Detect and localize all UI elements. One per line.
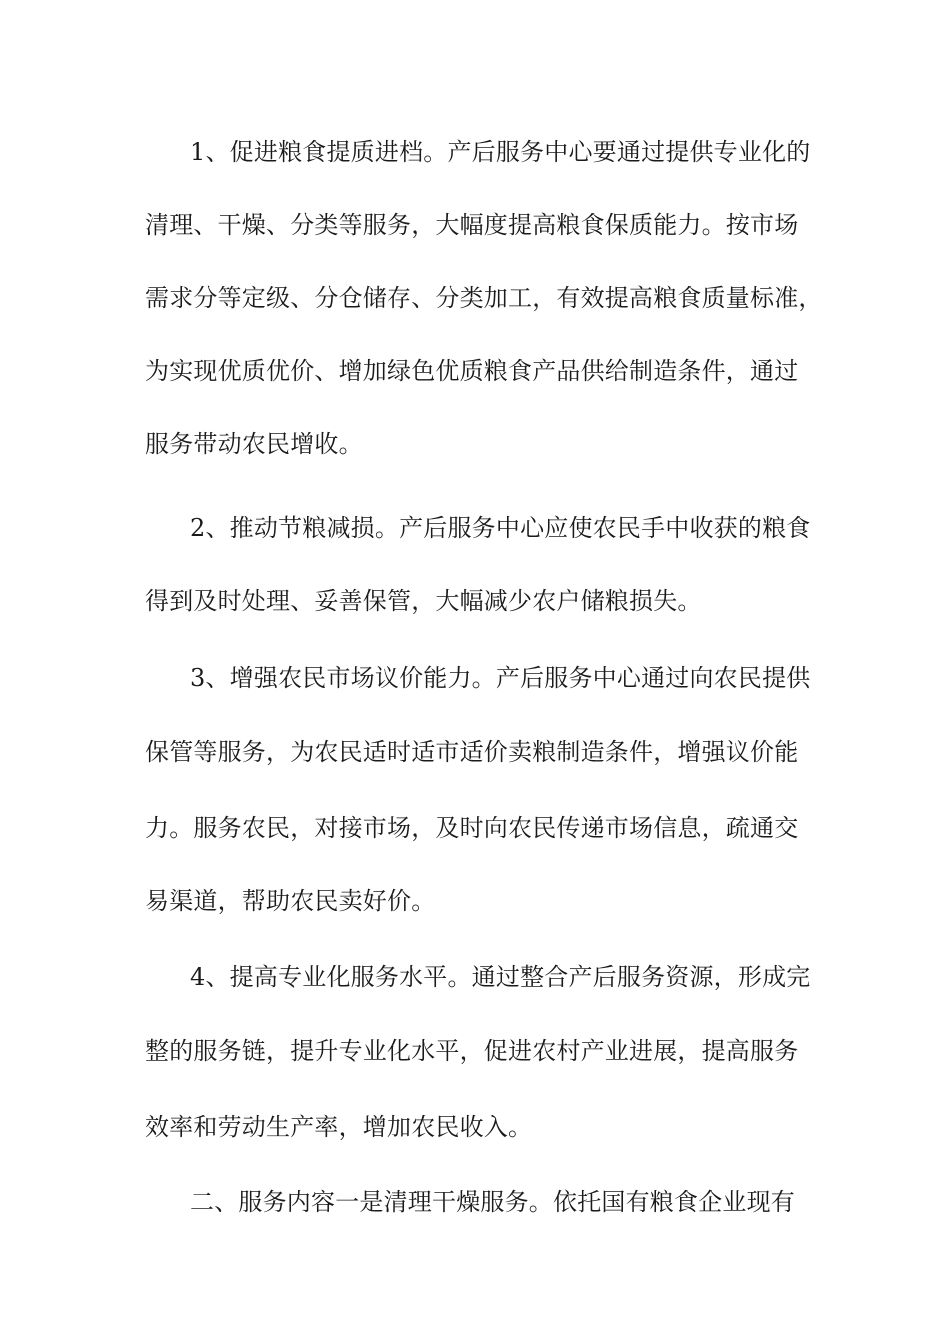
paragraph-3-line-3: 力。服务农民，对接市场，及时向农民传递市场信息，疏通交	[145, 814, 799, 842]
paragraph-4-line-1: 4、提高专业化服务水平。通过整合产后服务资源，形成完	[190, 963, 811, 991]
paragraph-1-line-5: 服务带动农民增收。	[145, 430, 363, 458]
paragraph-3-line-1: 3、增强农民市场议价能力。产后服务中心通过向农民提供	[190, 664, 811, 692]
paragraph-4-line-2: 整的服务链，提升专业化水平，促进农村产业进展，提高服务	[145, 1037, 799, 1065]
paragraph-5-line-1: 二、服务内容一是清理干燥服务。依托国有粮食企业现有	[190, 1188, 795, 1216]
paragraph-1-line-4: 为实现优质优价、增加绿色优质粮食产品供给制造条件，通过	[145, 357, 799, 385]
paragraph-3-line-2: 保管等服务，为农民适时适市适价卖粮制造条件，增强议价能	[145, 738, 799, 766]
paragraph-1-line-1: 1、促进粮食提质进档。产后服务中心要通过提供专业化的	[190, 138, 811, 166]
paragraph-2-line-2: 得到及时处理、妥善保管，大幅减少农户储粮损失。	[145, 587, 702, 615]
paragraph-4-line-3: 效率和劳动生产率，增加农民收入。	[145, 1113, 533, 1141]
paragraph-3-line-4: 易渠道，帮助农民卖好价。	[145, 887, 436, 915]
paragraph-1-line-3: 需求分等定级、分仓储存、分类加工，有效提高粮食质量标准，	[145, 284, 823, 312]
paragraph-2-line-1: 2、推动节粮减损。产后服务中心应使农民手中收获的粮食	[190, 514, 811, 542]
paragraph-1-line-2: 清理、干燥、分类等服务，大幅度提高粮食保质能力。按市场	[145, 211, 799, 239]
